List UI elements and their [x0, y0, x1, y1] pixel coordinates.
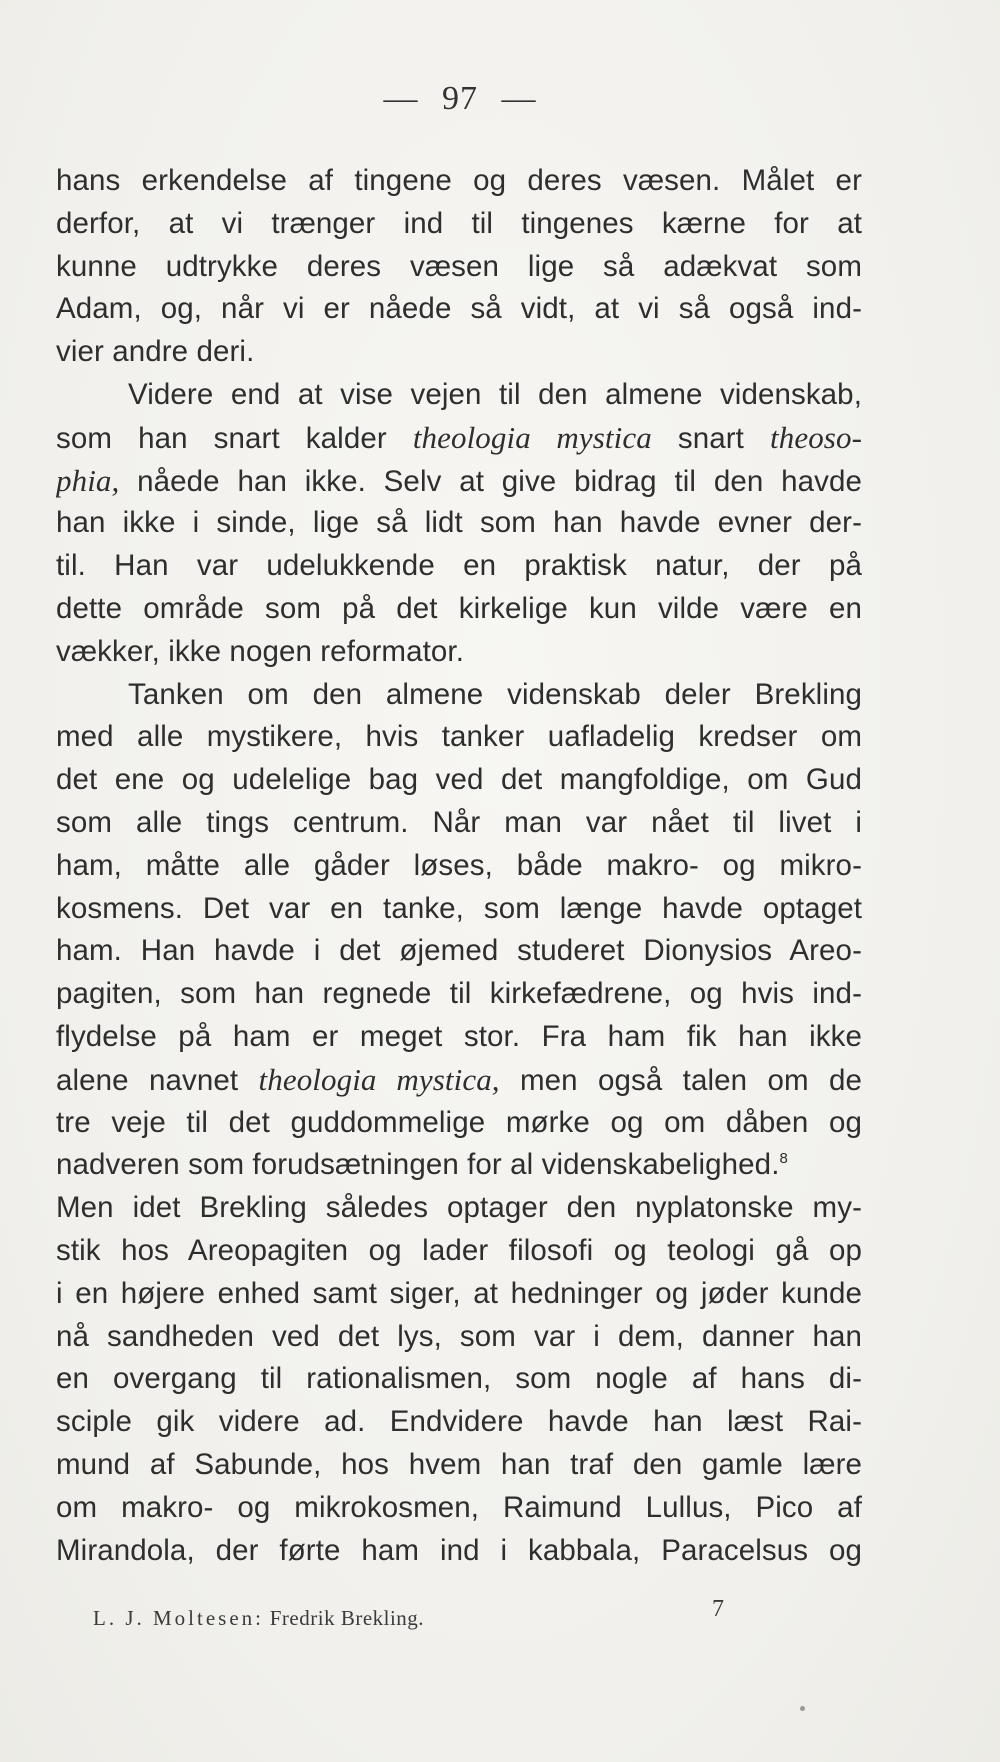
- text-line: kunne udtrykke deres væsen lige så adækvat som: [56, 249, 862, 283]
- paper-speck: [800, 1706, 805, 1711]
- text-line: phia, nåede han ikke. Selv at give bidrag til den havde: [56, 462, 862, 498]
- text-line: som alle tings centrum. Når man var nået til livet i: [56, 805, 862, 839]
- text-line: vækker, ikke nogen reformator.: [56, 634, 464, 668]
- text-line: ham. Han havde i det øjemed studeret Dionysios Areo-: [56, 934, 862, 968]
- page-number-header: [0, 80, 920, 118]
- text-line: Adam, og, når vi er nåede så vidt, at vi så også ind-: [56, 292, 862, 326]
- text-line: alene navnet theologia mystica, men også talen om de: [56, 1061, 862, 1097]
- text-line: nadveren som forudsætningen for al videnskabelighed.$^8$: [56, 1148, 788, 1182]
- text-line: en overgang til rationalismen, som nogle af hans di-: [56, 1362, 862, 1396]
- text-line: om makro- og mikrokosmen, Raimund Lullus, Pico af: [56, 1490, 862, 1524]
- text-line: Videre end at vise vejen til den almene videnskab,: [128, 377, 862, 411]
- text-line: mund af Sabunde, hos hvem han traf den gamle lære: [56, 1447, 862, 1481]
- text-line: det ene og udelelige bag ved det mangfoldige, om Gud: [56, 763, 862, 797]
- text-line: derfor, at vi trænger ind til tingenes kærne for at: [56, 206, 862, 240]
- text-line: til. Han var udelukkende en praktisk natur, der på: [56, 549, 862, 583]
- text-line: dette område som på det kirkelige kun vilde være en: [56, 591, 862, 625]
- footer-author: L. J. Moltesen:: [93, 1606, 264, 1630]
- text-line: med alle mystikere, hvis tanker uafladelig kredser om: [56, 720, 862, 754]
- text-line: Mirandola, der førte ham ind i kabbala, Paracelsus og: [56, 1533, 862, 1567]
- text-line: flydelse på ham er meget stor. Fra ham fik han ikke: [56, 1019, 862, 1053]
- text-line: Tanken om den almene videnskab deler Brekling: [128, 677, 862, 711]
- text-line: Men idet Brekling således optager den nyplatonske my-: [56, 1191, 862, 1225]
- text-line: som han snart kalder theologia mystica snart theoso-: [56, 419, 862, 455]
- page-number: 97: [442, 80, 478, 117]
- text-line: stik hos Areopagiten og lader filosofi og teologi gå op: [56, 1233, 862, 1267]
- text-line: sciple gik videre ad. Endvidere havde han læst Rai-: [56, 1405, 862, 1439]
- text-line: nå sandheden ved det lys, som var i dem, danner han: [56, 1319, 862, 1353]
- text-line: kosmens. Det var en tanke, som længe havde optaget: [56, 891, 862, 925]
- dash-left: —: [383, 80, 419, 117]
- text-line: i en højere enhed samt siger, at hedninger og jøder kunde: [56, 1276, 862, 1310]
- text-line: hans erkendelse af tingene og deres væsen. Målet er: [56, 164, 862, 197]
- footer-citation: [93, 1606, 733, 1631]
- text-line: tre veje til det guddommelige mørke og om dåben og: [56, 1105, 862, 1139]
- text-line: pagiten, som han regnede til kirkefædrene, og hvis ind-: [56, 977, 862, 1011]
- dash-right: —: [501, 80, 537, 117]
- text-line: han ikke i sinde, lige så lidt som han havde evner der-: [56, 506, 862, 540]
- footer-title: Fredrik Brekling.: [269, 1606, 425, 1630]
- body-text: [56, 160, 862, 1572]
- signature-mark: 7: [712, 1596, 724, 1622]
- text-line: vier andre deri.: [56, 335, 255, 369]
- text-line: ham, måtte alle gåder løses, både makro- og mikro-: [56, 848, 862, 882]
- footnote-marker: 8: [779, 1150, 788, 1168]
